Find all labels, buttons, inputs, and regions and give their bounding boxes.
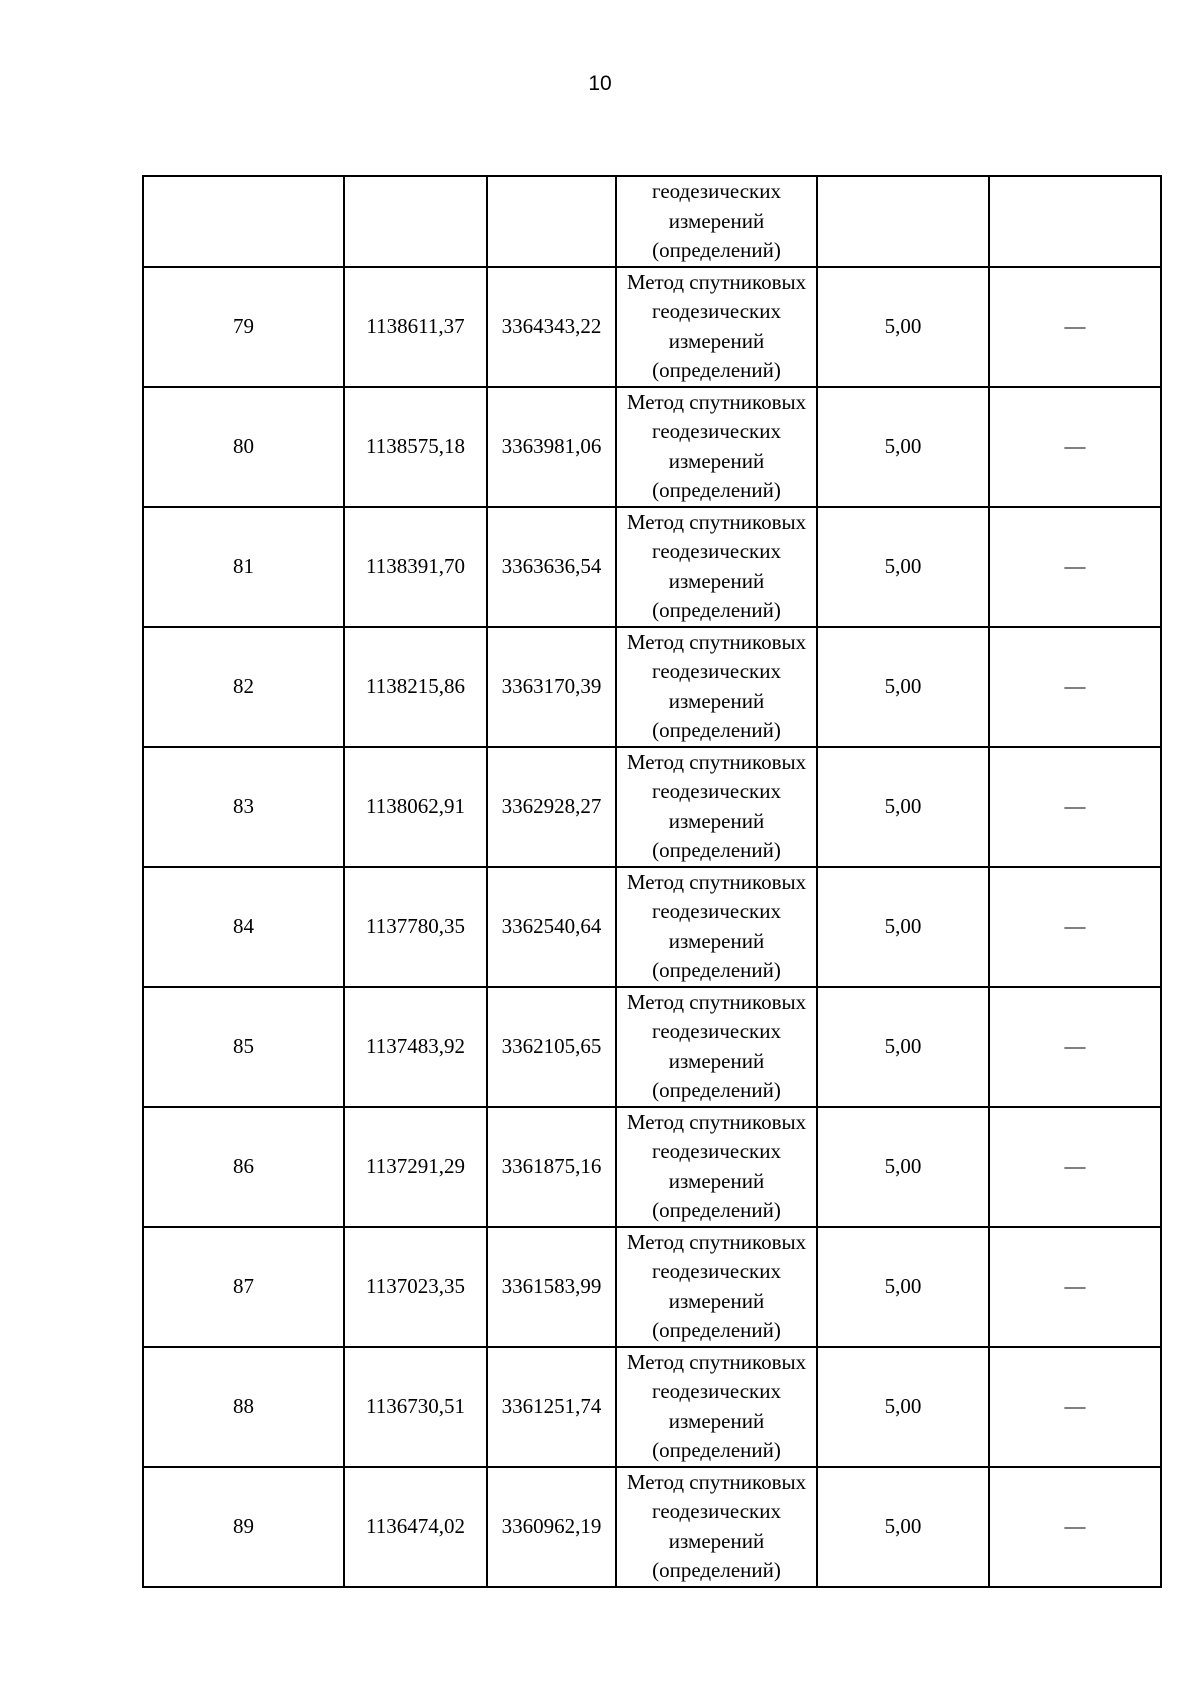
- method-line: измерений: [668, 568, 765, 593]
- method-line: (определений): [652, 1438, 781, 1462]
- accuracy-cell: 5,00: [817, 987, 989, 1107]
- method-line: измерений: [668, 1288, 765, 1313]
- x-coordinate-cell: [344, 176, 487, 267]
- method-line: измерений: [668, 1048, 765, 1073]
- accuracy-cell: 5,00: [817, 1467, 989, 1587]
- table-row: [143, 1107, 1161, 1227]
- note-cell: —: [989, 267, 1161, 387]
- accuracy-cell: 5,00: [817, 1347, 989, 1467]
- method-line: (определений): [652, 598, 781, 622]
- table-row: [143, 987, 1161, 1107]
- continuation-row: [143, 176, 1161, 267]
- method-cell: [616, 1467, 817, 1587]
- method-line: (определений): [652, 718, 781, 742]
- method-line: (определений): [652, 1558, 781, 1582]
- method-line: измерений: [668, 1408, 765, 1433]
- method-line: геодезических: [651, 1259, 781, 1283]
- method-line: измерений: [668, 808, 765, 833]
- method-cell: [616, 507, 817, 627]
- note-cell: —: [989, 867, 1161, 987]
- method-line: геодезических: [651, 659, 781, 683]
- method-line: (определений): [652, 358, 781, 382]
- method-line: измерений: [668, 928, 765, 953]
- y-coordinate-cell: 3361875,16: [487, 1107, 616, 1227]
- method-line: измерений: [668, 1168, 765, 1193]
- method-line: геодезических: [651, 1379, 781, 1403]
- y-coordinate-cell: 3361583,99: [487, 1227, 616, 1347]
- method-line: Метод спутниковых: [626, 389, 807, 414]
- point-number-cell: 88: [143, 1347, 344, 1467]
- accuracy-cell: 5,00: [817, 507, 989, 627]
- accuracy-cell: 5,00: [817, 1107, 989, 1227]
- x-coordinate-cell: 1138215,86: [344, 627, 487, 747]
- table-row: [143, 627, 1161, 747]
- method-cell: [616, 1347, 817, 1467]
- method-line: (определений): [652, 478, 781, 502]
- method-line: геодезических: [651, 179, 781, 203]
- method-line: геодезических: [651, 539, 781, 563]
- method-line: (определений): [652, 1318, 781, 1342]
- table-row: [143, 507, 1161, 627]
- y-coordinate-cell: 3363170,39: [487, 627, 616, 747]
- coordinates-table-body: [143, 176, 1161, 1587]
- y-coordinate-cell: 3360962,19: [487, 1467, 616, 1587]
- point-number-cell: 80: [143, 387, 344, 507]
- point-number-cell: 84: [143, 867, 344, 987]
- point-number-cell: 83: [143, 747, 344, 867]
- point-number-cell: [143, 176, 344, 267]
- method-line: Метод спутниковых: [626, 869, 807, 894]
- table-row: [143, 267, 1161, 387]
- method-line: Метод спутниковых: [626, 509, 807, 534]
- method-line: геодезических: [651, 1499, 781, 1523]
- x-coordinate-cell: 1137023,35: [344, 1227, 487, 1347]
- accuracy-cell: 5,00: [817, 387, 989, 507]
- method-line: измерений: [668, 208, 765, 233]
- method-line: Метод спутниковых: [626, 1469, 807, 1494]
- accuracy-cell: [817, 176, 989, 267]
- note-cell: —: [989, 1107, 1161, 1227]
- method-line: геодезических: [651, 299, 781, 323]
- method-line: геодезических: [651, 899, 781, 923]
- note-cell: —: [989, 1347, 1161, 1467]
- note-cell: —: [989, 1227, 1161, 1347]
- table-row: [143, 867, 1161, 987]
- method-line: Метод спутниковых: [626, 1349, 807, 1374]
- method-line: Метод спутниковых: [626, 629, 807, 654]
- y-coordinate-cell: [487, 176, 616, 267]
- x-coordinate-cell: 1136474,02: [344, 1467, 487, 1587]
- point-number-cell: 82: [143, 627, 344, 747]
- method-line: (определений): [652, 958, 781, 982]
- method-line: измерений: [668, 688, 765, 713]
- method-cell: [616, 267, 817, 387]
- method-line: (определений): [652, 238, 781, 262]
- method-line: измерений: [668, 328, 765, 353]
- page-number: 10: [588, 72, 612, 95]
- table-row: [143, 747, 1161, 867]
- point-number-cell: 85: [143, 987, 344, 1107]
- accuracy-cell: 5,00: [817, 1227, 989, 1347]
- method-line: геодезических: [651, 1139, 781, 1163]
- accuracy-cell: 5,00: [817, 867, 989, 987]
- note-cell: —: [989, 747, 1161, 867]
- point-number-cell: 89: [143, 1467, 344, 1587]
- accuracy-cell: 5,00: [817, 747, 989, 867]
- y-coordinate-cell: 3361251,74: [487, 1347, 616, 1467]
- coordinates-table: [142, 175, 1162, 1588]
- point-number-cell: 81: [143, 507, 344, 627]
- x-coordinate-cell: 1138611,37: [344, 267, 487, 387]
- method-line: Метод спутниковых: [626, 989, 807, 1014]
- method-cell: [616, 387, 817, 507]
- method-line: геодезических: [651, 779, 781, 803]
- note-cell: —: [989, 507, 1161, 627]
- table-row: [143, 387, 1161, 507]
- accuracy-cell: 5,00: [817, 627, 989, 747]
- method-line: Метод спутниковых: [626, 749, 807, 774]
- y-coordinate-cell: 3363981,06: [487, 387, 616, 507]
- x-coordinate-cell: 1137483,92: [344, 987, 487, 1107]
- method-cell: [616, 1227, 817, 1347]
- table-row: [143, 1467, 1161, 1587]
- method-line: Метод спутниковых: [626, 269, 807, 294]
- note-cell: —: [989, 1467, 1161, 1587]
- note-cell: —: [989, 627, 1161, 747]
- method-cell: [616, 867, 817, 987]
- method-cell: [616, 987, 817, 1107]
- method-cell: [616, 1107, 817, 1227]
- x-coordinate-cell: 1137291,29: [344, 1107, 487, 1227]
- method-cell: [616, 176, 817, 267]
- table-row: [143, 1227, 1161, 1347]
- y-coordinate-cell: 3364343,22: [487, 267, 616, 387]
- x-coordinate-cell: 1138062,91: [344, 747, 487, 867]
- y-coordinate-cell: 3362540,64: [487, 867, 616, 987]
- note-cell: [989, 176, 1161, 267]
- x-coordinate-cell: 1138391,70: [344, 507, 487, 627]
- method-cell: [616, 627, 817, 747]
- y-coordinate-cell: 3362105,65: [487, 987, 616, 1107]
- y-coordinate-cell: 3363636,54: [487, 507, 616, 627]
- x-coordinate-cell: 1138575,18: [344, 387, 487, 507]
- point-number-cell: 87: [143, 1227, 344, 1347]
- note-cell: —: [989, 387, 1161, 507]
- note-cell: —: [989, 987, 1161, 1107]
- y-coordinate-cell: 3362928,27: [487, 747, 616, 867]
- x-coordinate-cell: 1136730,51: [344, 1347, 487, 1467]
- table-row: [143, 1347, 1161, 1467]
- method-line: Метод спутниковых: [626, 1229, 807, 1254]
- method-line: (определений): [652, 838, 781, 862]
- method-line: (определений): [652, 1198, 781, 1222]
- method-line: Метод спутниковых: [626, 1109, 807, 1134]
- point-number-cell: 86: [143, 1107, 344, 1227]
- method-line: измерений: [668, 1528, 765, 1553]
- method-line: измерений: [668, 448, 765, 473]
- method-cell: [616, 747, 817, 867]
- method-line: (определений): [652, 1078, 781, 1102]
- method-line: геодезических: [651, 1019, 781, 1043]
- method-line: геодезических: [651, 419, 781, 443]
- point-number-cell: 79: [143, 267, 344, 387]
- x-coordinate-cell: 1137780,35: [344, 867, 487, 987]
- accuracy-cell: 5,00: [817, 267, 989, 387]
